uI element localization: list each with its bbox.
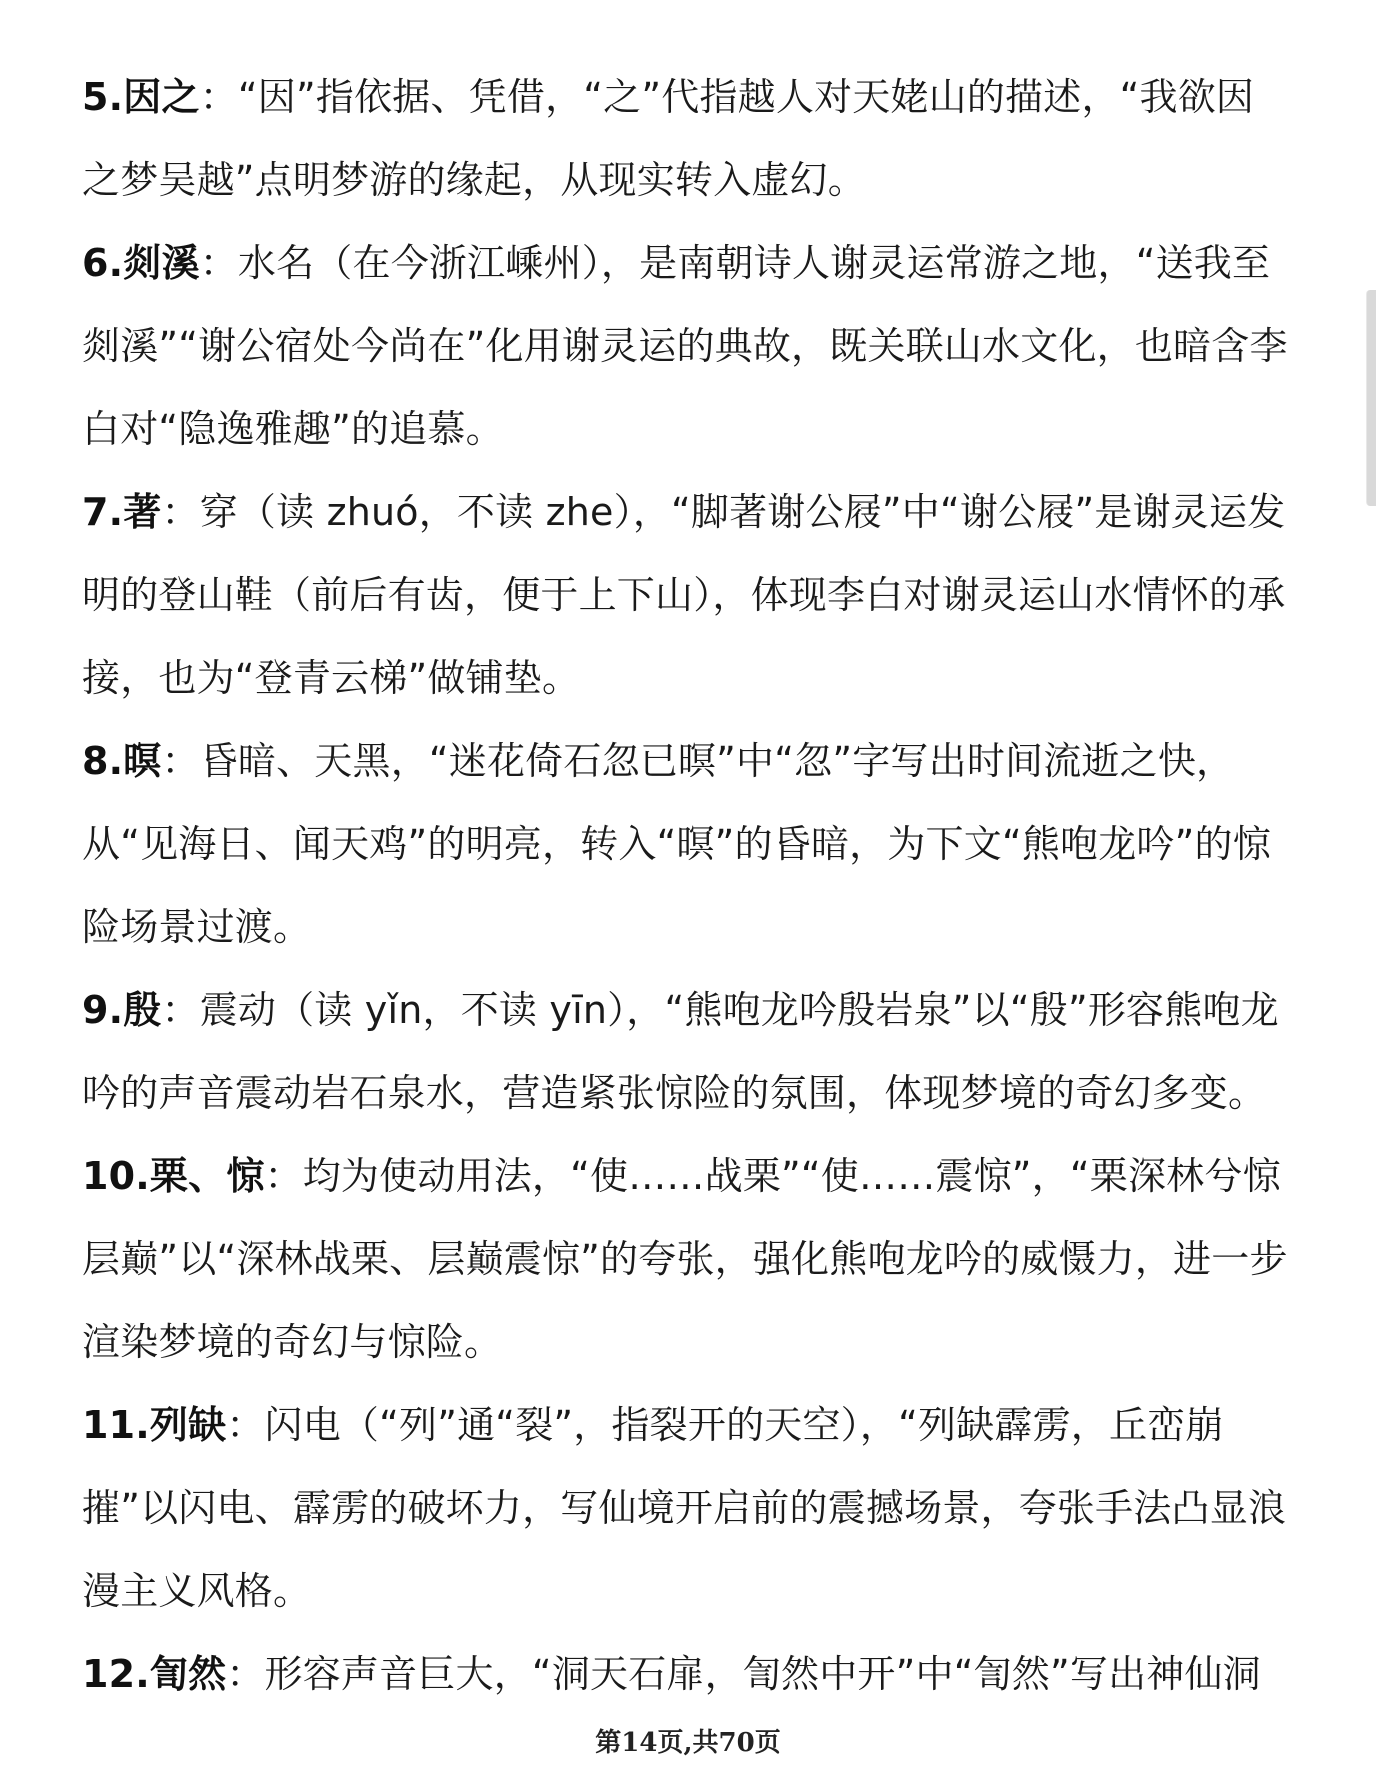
entry-text: 震动（读 yǐn，不读 yīn），“熊咆龙吟殷岩泉”以“殷”形容熊咆龙吟的声音震动岩石泉水，营造紧张惊险的氛围，体现梦境的奇幻多变。 bbox=[82, 988, 1279, 1115]
entry-term: 8.暝 bbox=[82, 739, 162, 783]
entry-text: 水名（在今浙江嵊州），是南朝诗人谢灵运常游之地，“送我至剡溪”“谢公宿处今尚在”化用谢灵运的典故，既关联山水文化，也暗含李白对“隐逸雅趣”的追慕。 bbox=[82, 241, 1288, 451]
entry-liequе bbox=[82, 1384, 1292, 1633]
entry-yin bbox=[82, 969, 1292, 1135]
entry-colon: ： bbox=[226, 1403, 265, 1447]
entry-term: 7.著 bbox=[82, 490, 162, 534]
entry-list bbox=[82, 56, 1292, 1716]
entry-shanxi bbox=[82, 222, 1292, 471]
entry-hongran bbox=[82, 1633, 1292, 1716]
entry-text: “因”指依据、凭借，“之”代指越人对天姥山的描述，“我欲因之梦吴越”点明梦游的缘起，从现实转入虚幻。 bbox=[82, 75, 1255, 202]
entry-colon: ： bbox=[264, 1154, 303, 1198]
entry-colon: ： bbox=[161, 988, 200, 1032]
entry-colon: ： bbox=[161, 490, 200, 534]
entry-term: 11.列缺 bbox=[82, 1403, 227, 1447]
page-number-footer: 第14页,共70页 bbox=[595, 1728, 781, 1758]
entry-yinzhi bbox=[82, 56, 1292, 222]
entry-colon: ： bbox=[161, 739, 200, 783]
entry-text: 均为使动用法，“使……战栗”“使……震惊”，“栗深林兮惊层巅”以“深林战栗、层巅震惊”的夸张，强化熊咆龙吟的威慑力，进一步渲染梦境的奇幻与惊险。 bbox=[82, 1154, 1288, 1364]
entry-colon: ： bbox=[226, 1652, 265, 1696]
entry-li-jing bbox=[82, 1135, 1292, 1384]
entry-term: 12.訇然 bbox=[82, 1652, 227, 1696]
entry-term: 6.剡溪 bbox=[82, 241, 200, 285]
vertical-scrollbar[interactable] bbox=[1366, 290, 1376, 506]
entry-zhuo bbox=[82, 471, 1292, 720]
entry-text: 闪电（“列”通“裂”，指裂开的天空），“列缺霹雳，丘峦崩摧”以闪电、霹雳的破坏力，写仙境开启前的震撼场景，夸张手法凸显浪漫主义风格。 bbox=[82, 1403, 1287, 1613]
entry-colon: ： bbox=[199, 241, 238, 285]
entry-colon: ： bbox=[199, 75, 238, 119]
entry-term: 5.因之 bbox=[82, 75, 200, 119]
entry-text: 穿（读 zhuó，不读 zhe），“脚著谢公屐”中“谢公屐”是谢灵运发明的登山鞋（前后有齿，便于上下山），体现李白对谢灵运山水情怀的承接，也为“登青云梯”做铺垫。 bbox=[82, 490, 1286, 700]
entry-term: 10.栗、惊 bbox=[82, 1154, 265, 1198]
entry-ming bbox=[82, 720, 1292, 969]
entry-text: 昏暗、天黑，“迷花倚石忽已暝”中“忽”字写出时间流逝之快，从“见海日、闻天鸡”的明亮，转入“暝”的昏暗，为下文“熊咆龙吟”的惊险场景过渡。 bbox=[82, 739, 1271, 949]
entry-term: 9.殷 bbox=[82, 988, 162, 1032]
entry-text: 形容声音巨大，“洞天石扉，訇然中开”中“訇然”写出神仙洞 bbox=[264, 1652, 1261, 1696]
